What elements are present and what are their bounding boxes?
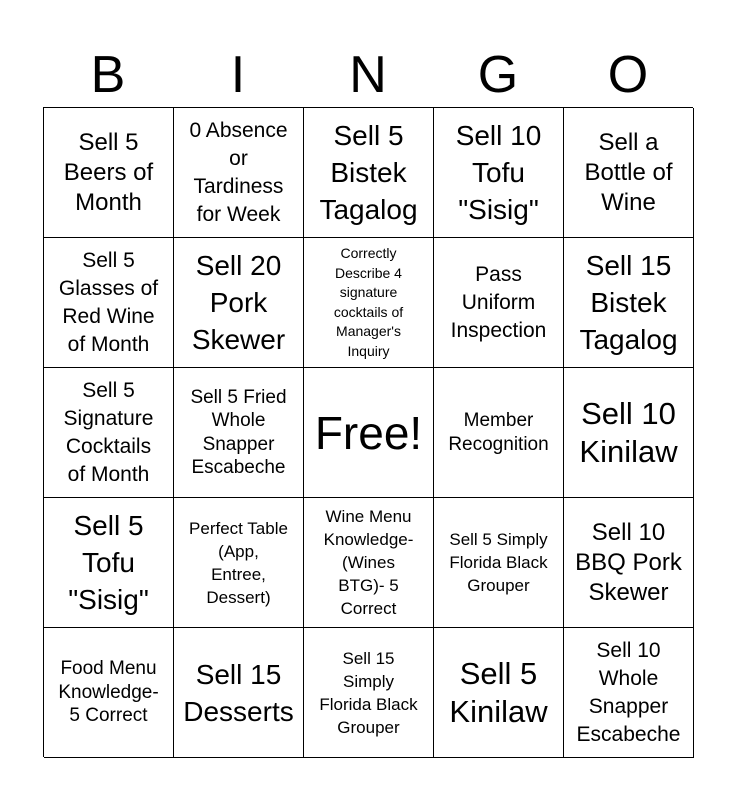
- bingo-square-label: Sell 5 Simply Florida Black Grouper: [449, 530, 548, 595]
- bingo-square[interactable]: [174, 108, 304, 238]
- header-letter-g: G: [477, 46, 519, 104]
- bingo-square[interactable]: [434, 238, 564, 368]
- header-letter-i: I: [230, 46, 246, 104]
- header-letter-b: B: [90, 46, 126, 104]
- bingo-square[interactable]: [174, 498, 304, 628]
- bingo-square-label: Sell 5 Signature Cocktails of Month: [63, 378, 154, 486]
- bingo-square-label: Sell 20 Pork Skewer: [191, 250, 286, 355]
- bingo-square[interactable]: [44, 368, 174, 498]
- bingo-square[interactable]: [174, 628, 304, 758]
- bingo-square[interactable]: [304, 498, 434, 628]
- bingo-square-label: Sell 15 Desserts: [183, 658, 294, 727]
- bingo-square-label: Sell 5 Fried Whole Snapper Escabeche: [190, 386, 287, 478]
- bingo-square[interactable]: [564, 238, 694, 368]
- bingo-square-label: Sell 5 Kinilaw: [449, 655, 548, 729]
- bingo-square[interactable]: [304, 238, 434, 368]
- bingo-square-label: Sell 10 Whole Snapper Escabeche: [576, 638, 681, 746]
- header-letter-n: N: [349, 46, 387, 104]
- bingo-square-label: Sell 15 Bistek Tagalog: [579, 250, 678, 355]
- bingo-square[interactable]: [44, 498, 174, 628]
- bingo-square-label: Sell 5 Bistek Tagalog: [319, 120, 418, 225]
- bingo-square[interactable]: [44, 238, 174, 368]
- bingo-square-label: Food Menu Knowledge- 5 Correct: [58, 658, 159, 727]
- bingo-square[interactable]: [434, 368, 564, 498]
- bingo-header: [43, 44, 693, 106]
- bingo-square[interactable]: [44, 628, 174, 758]
- header-letter-o: O: [607, 46, 649, 104]
- bingo-square-label: Free!: [314, 406, 423, 459]
- bingo-square-label: Perfect Table (App, Entree, Dessert): [189, 518, 288, 607]
- bingo-square-label: Sell 10 BBQ Pork Skewer: [575, 518, 682, 606]
- bingo-square[interactable]: [564, 368, 694, 498]
- bingo-square[interactable]: [434, 628, 564, 758]
- bingo-square-label: Sell a Bottle of Wine: [584, 128, 673, 216]
- bingo-square-label: Sell 10 Kinilaw: [579, 395, 678, 469]
- bingo-square-label: 0 Absence or Tardiness for Week: [189, 118, 288, 226]
- bingo-grid: [43, 107, 693, 757]
- bingo-square-label: Wine Menu Knowledge- (Wines BTG)- 5 Correct: [323, 507, 414, 618]
- bingo-square[interactable]: [304, 108, 434, 238]
- bingo-square[interactable]: [174, 368, 304, 498]
- bingo-square-label: Pass Uniform Inspection: [450, 262, 547, 342]
- bingo-square-label: Sell 15 Simply Florida Black Grouper: [319, 648, 418, 737]
- bingo-square-label: Sell 10 Tofu "Sisig": [455, 120, 542, 225]
- bingo-square[interactable]: [564, 628, 694, 758]
- bingo-square-label: Sell 5 Beers of Month: [63, 128, 154, 216]
- bingo-square[interactable]: [434, 108, 564, 238]
- bingo-square[interactable]: [304, 628, 434, 758]
- bingo-square[interactable]: [564, 498, 694, 628]
- bingo-square-label: Member Recognition: [448, 410, 549, 455]
- bingo-square[interactable]: [304, 368, 434, 498]
- bingo-square[interactable]: [564, 108, 694, 238]
- bingo-square-label: Correctly Describe 4 signature cocktails of Manager's Inquiry: [333, 245, 404, 359]
- bingo-square[interactable]: [174, 238, 304, 368]
- bingo-square[interactable]: [44, 108, 174, 238]
- bingo-square[interactable]: [434, 498, 564, 628]
- bingo-square-label: Sell 5 Glasses of Red Wine of Month: [58, 248, 159, 356]
- bingo-square-label: Sell 5 Tofu "Sisig": [68, 510, 149, 615]
